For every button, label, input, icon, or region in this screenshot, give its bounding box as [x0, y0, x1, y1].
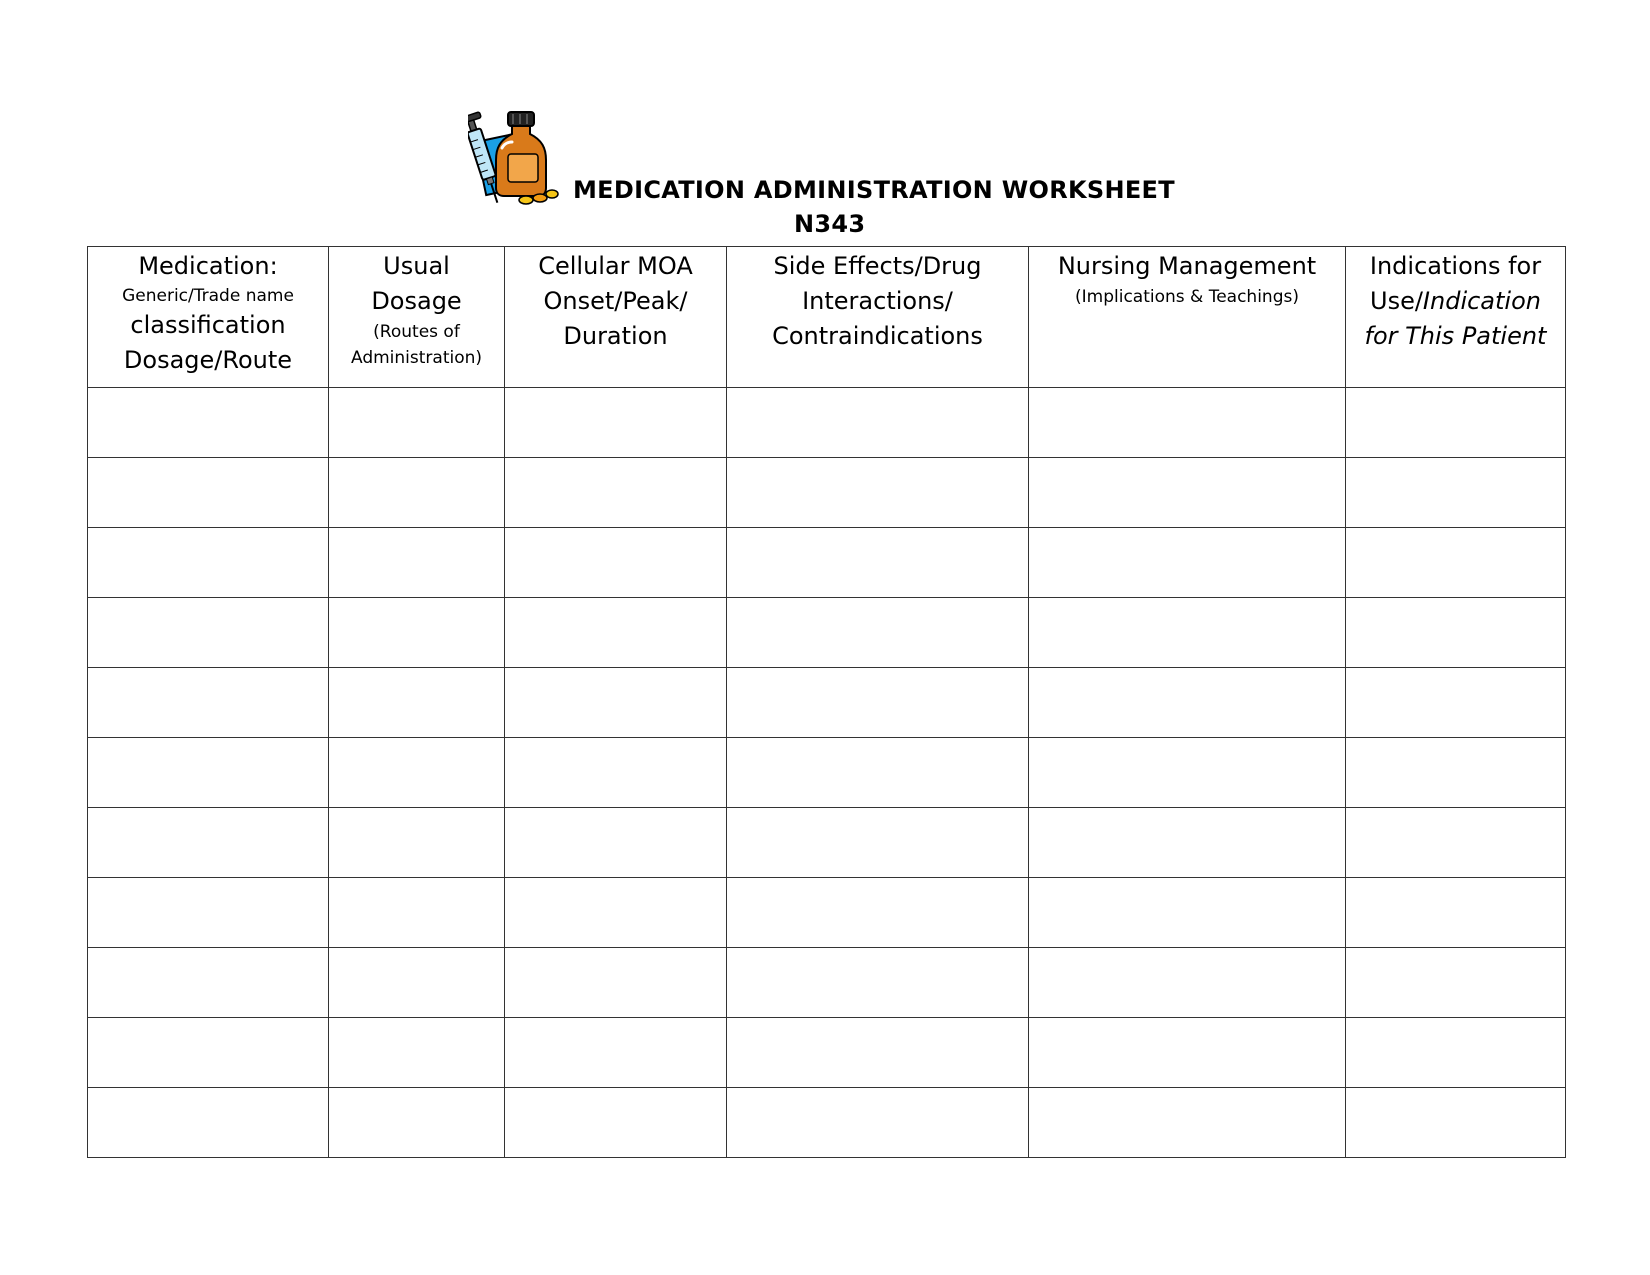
- col-header-nursing-management: Nursing Management (Implications & Teachings): [1029, 247, 1346, 388]
- entry-cell[interactable]: [1029, 738, 1346, 808]
- entry-cell[interactable]: [88, 808, 329, 878]
- entry-cell[interactable]: [1029, 458, 1346, 528]
- entry-cell[interactable]: [88, 388, 329, 458]
- entry-cell[interactable]: [329, 668, 505, 738]
- entry-cell[interactable]: [1346, 1018, 1566, 1088]
- table-row: [88, 878, 1566, 948]
- entry-cell[interactable]: [88, 668, 329, 738]
- entry-cell[interactable]: [329, 808, 505, 878]
- entry-cell[interactable]: [1029, 1018, 1346, 1088]
- entry-cell[interactable]: [727, 878, 1029, 948]
- entry-cell[interactable]: [727, 1088, 1029, 1158]
- entry-cell[interactable]: [727, 528, 1029, 598]
- entry-cell[interactable]: [329, 598, 505, 668]
- entry-cell[interactable]: [329, 388, 505, 458]
- entry-cell[interactable]: [505, 1018, 727, 1088]
- entry-cell[interactable]: [88, 738, 329, 808]
- entry-cell[interactable]: [727, 948, 1029, 1018]
- entry-cell[interactable]: [329, 738, 505, 808]
- entry-cell[interactable]: [1346, 388, 1566, 458]
- entry-cell[interactable]: [505, 388, 727, 458]
- col-header-medication: Medication: Generic/Trade name classification Dosage/Route: [88, 247, 329, 388]
- entry-cell[interactable]: [727, 1018, 1029, 1088]
- entry-cell[interactable]: [88, 458, 329, 528]
- entry-cell[interactable]: [1029, 808, 1346, 878]
- entry-cell[interactable]: [505, 738, 727, 808]
- entry-cell[interactable]: [727, 808, 1029, 878]
- entry-cell[interactable]: [505, 878, 727, 948]
- entry-cell[interactable]: [1029, 388, 1346, 458]
- col-header-indications: Indications for Use/Indication for This Patient: [1346, 247, 1566, 388]
- entry-cell[interactable]: [88, 948, 329, 1018]
- entry-cell[interactable]: [1029, 948, 1346, 1018]
- entry-cell[interactable]: [1029, 1088, 1346, 1158]
- entry-cell[interactable]: [88, 878, 329, 948]
- table-row: [88, 948, 1566, 1018]
- worksheet-title: MEDICATION ADMINISTRATION WORKSHEET: [573, 176, 1175, 204]
- table-body: [88, 388, 1566, 1158]
- col-header-usual-dosage: Usual Dosage (Routes of Administration): [329, 247, 505, 388]
- entry-cell[interactable]: [88, 528, 329, 598]
- entry-cell[interactable]: [1029, 668, 1346, 738]
- entry-cell[interactable]: [1346, 948, 1566, 1018]
- entry-cell[interactable]: [505, 528, 727, 598]
- entry-cell[interactable]: [329, 528, 505, 598]
- table-header-row: [88, 247, 1566, 388]
- table-row: [88, 738, 1566, 808]
- table-row: [88, 598, 1566, 668]
- course-code: N343: [794, 210, 866, 238]
- entry-cell[interactable]: [1346, 598, 1566, 668]
- entry-cell[interactable]: [727, 458, 1029, 528]
- entry-cell[interactable]: [88, 1088, 329, 1158]
- entry-cell[interactable]: [1346, 808, 1566, 878]
- entry-cell[interactable]: [505, 458, 727, 528]
- table-row: [88, 668, 1566, 738]
- table-row: [88, 388, 1566, 458]
- entry-cell[interactable]: [88, 598, 329, 668]
- entry-cell[interactable]: [505, 1088, 727, 1158]
- entry-cell[interactable]: [1346, 1088, 1566, 1158]
- entry-cell[interactable]: [505, 808, 727, 878]
- col-header-side-effects: Side Effects/Drug Interactions/ Contraindications: [727, 247, 1029, 388]
- entry-cell[interactable]: [505, 598, 727, 668]
- syringe-and-medicine-bottle-icon: [468, 108, 562, 206]
- col-header-cellular-moa: Cellular MOA Onset/Peak/ Duration: [505, 247, 727, 388]
- entry-cell[interactable]: [505, 668, 727, 738]
- table-row: [88, 458, 1566, 528]
- entry-cell[interactable]: [88, 1018, 329, 1088]
- entry-cell[interactable]: [1346, 878, 1566, 948]
- entry-cell[interactable]: [1029, 878, 1346, 948]
- entry-cell[interactable]: [1346, 528, 1566, 598]
- medication-worksheet-table: [87, 246, 1566, 1158]
- pill: [546, 190, 558, 198]
- entry-cell[interactable]: [727, 668, 1029, 738]
- pill: [533, 194, 547, 202]
- entry-cell[interactable]: [329, 1088, 505, 1158]
- entry-cell[interactable]: [1029, 528, 1346, 598]
- entry-cell[interactable]: [727, 388, 1029, 458]
- table-row: [88, 808, 1566, 878]
- table-row: [88, 1018, 1566, 1088]
- entry-cell[interactable]: [329, 878, 505, 948]
- entry-cell[interactable]: [1346, 458, 1566, 528]
- entry-cell[interactable]: [1029, 598, 1346, 668]
- entry-cell[interactable]: [727, 738, 1029, 808]
- table-row: [88, 528, 1566, 598]
- entry-cell[interactable]: [727, 598, 1029, 668]
- entry-cell[interactable]: [329, 1018, 505, 1088]
- entry-cell[interactable]: [505, 948, 727, 1018]
- pill: [519, 196, 533, 204]
- entry-cell[interactable]: [1346, 668, 1566, 738]
- entry-cell[interactable]: [329, 948, 505, 1018]
- entry-cell[interactable]: [1346, 738, 1566, 808]
- table-row: [88, 1088, 1566, 1158]
- bottle-label: [508, 154, 538, 182]
- entry-cell[interactable]: [329, 458, 505, 528]
